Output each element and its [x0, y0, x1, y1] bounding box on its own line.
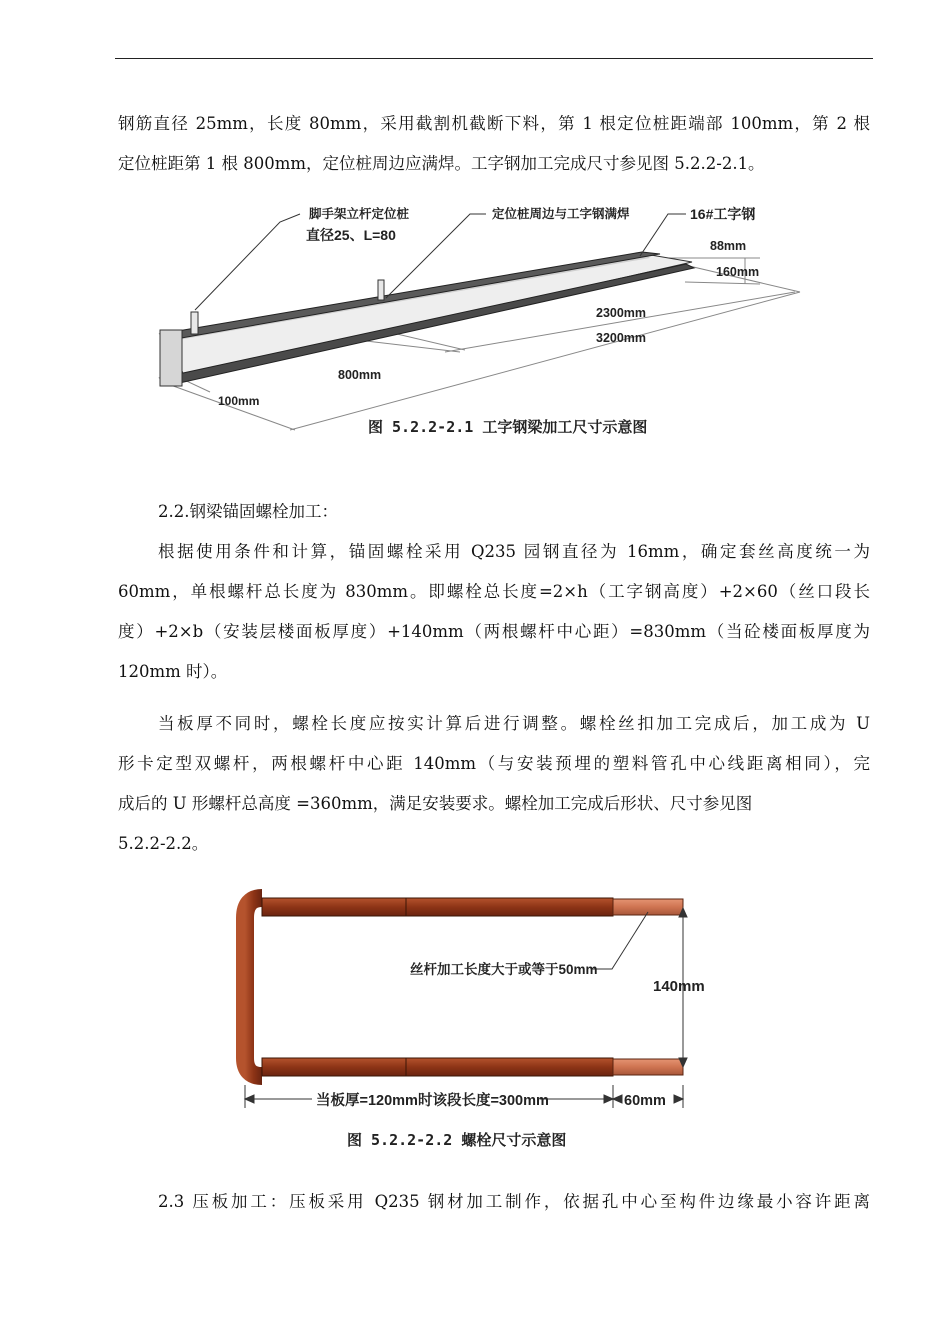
label-thread-length: 丝杆加工长度大于或等于50mm [410, 962, 598, 977]
heading-text: 2.2.钢梁锚固螺栓加工： [158, 502, 338, 521]
paragraph-2-3 [158, 1182, 870, 1222]
label-weld: 定位桩周边与工字钢满焊 [492, 207, 630, 221]
figure-ubolt [230, 885, 710, 1155]
figure-1-caption: 图 5.2.2-2.1 工字钢梁加工尺寸示意图 [368, 418, 648, 436]
text-line: 120mm 时）。 [118, 662, 228, 681]
dim-width: 88mm [710, 239, 747, 253]
figure-2-caption: 图 5.2.2-2.2 螺栓尺寸示意图 [347, 1131, 567, 1149]
dim-800: 800mm [338, 368, 382, 382]
paragraph-3 [118, 704, 870, 864]
text-line: 成后的 U 形螺杆总高度 =360mm，满足安装要求。螺栓加工完成后形状、尺寸参见图 [118, 794, 753, 813]
text-line: 根据使用条件和计算，锚固螺栓采用 Q235 园钢直径为 16mm，确定套丝高度统一为 [158, 542, 870, 561]
label-pile-line2: 直径25、L=80 [306, 227, 396, 243]
paragraph-2 [118, 532, 870, 692]
text-line: 60mm，单根螺杆总长度为 830mm。即螺栓总长度=2×h（工字钢高度）+2×60（丝口段长 [118, 582, 870, 601]
beam-end-section [160, 330, 182, 386]
dim-height: 160mm [716, 265, 760, 279]
text-line: 形卡定型双螺杆，两根螺杆中心距 140mm（与安装预埋的塑料管孔中心线距离相同），完 [118, 754, 870, 773]
dim-140: 140mm [653, 978, 705, 995]
dim-2300: 2300mm [596, 306, 647, 320]
text-line: 定位桩距第 1 根 800mm，定位桩周边应满焊。工字钢加工完成尺寸参见图 5.2.2-2.1。 [118, 154, 765, 173]
pile-stud-2 [378, 280, 384, 300]
heading-2-2 [158, 492, 910, 532]
u-bolt-rod [245, 898, 613, 1076]
dim-100: 100mm [218, 394, 260, 408]
text-line: 5.2.2-2.2。 [118, 834, 209, 853]
text-line: 度）+2×b（安装层楼面板厚度）+140mm（两根螺杆中心距）=830mm（当砼楼面板厚度为 [118, 622, 870, 641]
label-pile-line1: 脚手架立杆定位桩 [309, 207, 410, 221]
dim-3200: 3200mm [596, 331, 647, 345]
text-line: 钢筋直径 25mm，长度 80mm，采用截割机截断下料，第 1 根定位桩距端部 100mm，第 2 根 [118, 114, 870, 133]
dim-60: 60mm [624, 1093, 666, 1109]
header-rule [115, 58, 873, 59]
thread-end-bottom [613, 1059, 683, 1075]
pile-stud-1 [191, 312, 198, 334]
label-steel-type: 16#工字钢 [690, 206, 756, 222]
figure-ibeam [140, 195, 820, 445]
text-line: 当板厚不同时，螺栓长度应按实计算后进行调整。螺栓丝扣加工完成后，加工成为 U [158, 714, 870, 733]
paragraph-1 [118, 104, 870, 184]
dim-segment-300: 当板厚=120mm时该段长度=300mm [316, 1093, 549, 1109]
text-line: 2.3 压板加工：压板采用 Q235 钢材加工制作，依据孔中心至构件边缘最小容许距离 [158, 1192, 870, 1211]
